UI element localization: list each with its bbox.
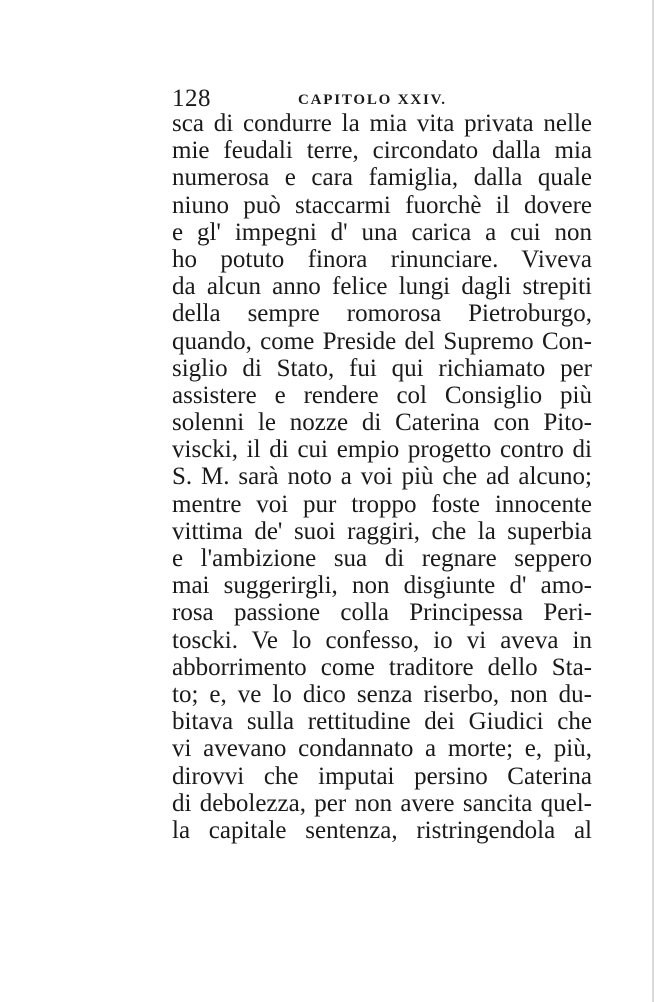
text-line: solenni le nozze di Caterina con Pito- — [172, 409, 592, 437]
text-line: vittima de' suoi raggiri, che la superbia — [172, 517, 592, 545]
text-line: da alcun anno felice lungi dagli strepiti — [172, 273, 592, 301]
text-line: quando, come Preside del Supremo Con- — [172, 327, 592, 355]
text-line: ho potuto finora rinunciare. Viveva — [172, 245, 592, 273]
text-line: niuno può staccarmi fuorchè il dovere — [172, 191, 592, 219]
text-line: e l'ambizione sua di regnare seppero — [172, 545, 592, 572]
text-line: e gl' impegni d' una carica a cui non — [172, 218, 592, 246]
text-line: assistere e rendere col Consiglio più — [172, 381, 592, 409]
text-line: rosa passione colla Principessa Peri- — [172, 599, 592, 627]
text-line: la capitale sentenza, ristringendola al — [172, 816, 592, 844]
page-number: 128 — [172, 85, 211, 112]
text-line: siglio di Stato, fui qui richiamato per — [172, 354, 592, 382]
text-line: della sempre romorosa Pietroburgo, — [172, 300, 592, 328]
text-line: mai suggerirgli, non disgiunte d' amo- — [172, 572, 592, 600]
text-line: di debolezza, per non avere sancita quel- — [172, 789, 592, 817]
text-line: vi avevano condannato a morte; e, più, — [172, 735, 592, 763]
text-line: abborrimento come traditore dello Sta- — [172, 653, 592, 681]
body-text — [172, 110, 592, 844]
page-header — [172, 86, 592, 112]
text-line: toscki. Ve lo confesso, io vi aveva in — [172, 626, 592, 654]
text-line: dirovvi che imputai persino Caterina — [172, 762, 592, 790]
text-line: S. M. sarà noto a voi più che ad alcuno; — [172, 463, 592, 491]
text-line: numerosa e cara famiglia, dalla quale — [172, 164, 592, 192]
text-line: sca di condurre la mia vita privata nelle — [172, 110, 592, 137]
running-head: CAPITOLO XXIV. — [298, 92, 447, 108]
page-edge — [652, 0, 654, 1002]
text-line: bitava sulla rettitudine dei Giudici che — [172, 708, 592, 736]
text-line: to; e, ve lo dico senza riserbo, non du- — [172, 680, 592, 708]
text-line: mie feudali terre, circondato dalla mia — [172, 137, 592, 165]
text-line: viscki, il di cui empio progetto contro di — [172, 436, 592, 464]
text-line: mentre voi pur troppo foste innocente — [172, 490, 592, 518]
